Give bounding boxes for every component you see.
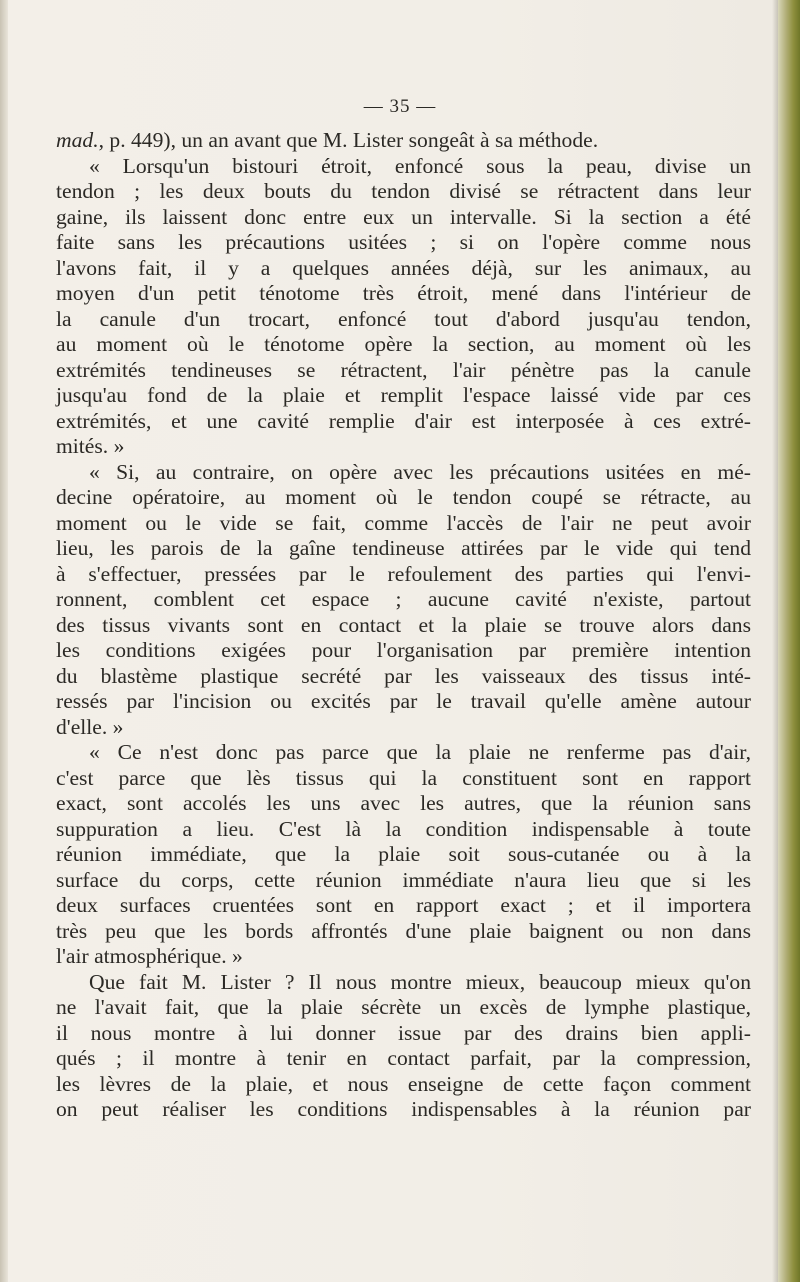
text-line: « Lorsqu'un bistouri étroit, enfoncé sous la peau, divise un: [89, 153, 751, 178]
text-line: l'air atmosphérique. »: [56, 944, 243, 968]
text-line: c'est parce que lès tissus qui la constituent sont en rapport: [56, 765, 751, 790]
text-line: d'elle. »: [56, 714, 124, 739]
text-line: extrémités tendineuses se rétractent, l'air pénètre pas la canule: [56, 357, 751, 382]
text-line: réunion immédiate, que la plaie soit sous-cutanée ou à la: [56, 842, 751, 866]
text-line: les lèvres de la plaie, et nous enseigne de cette façon comment: [56, 1071, 751, 1096]
text-line: ne l'avait fait, que la plaie sécrète un excès de lymphe plastique,: [56, 995, 751, 1019]
text-line: surface du corps, cette réunion immédiate n'aura lieu que si les: [56, 867, 751, 892]
italic-abbreviation: mad.: [56, 128, 99, 152]
text-line: deux surfaces cruentées sont en rapport exact ; et il importera: [56, 893, 751, 917]
text-line: faite sans les précautions usitées ; si on l'opère comme nous: [56, 230, 751, 254]
body-text: [56, 128, 751, 1123]
page-number: — 35 —: [363, 96, 437, 117]
text-line: mités. »: [56, 434, 125, 458]
text-line: la canule d'un trocart, enfoncé tout d'abord jusqu'au tendon,: [56, 306, 751, 331]
text-line: à s'effectuer, pressées par le refoulement des parties qui l'envi-: [56, 561, 751, 586]
text-line: exact, sont accolés les uns avec les autres, que la réunion sans: [56, 791, 751, 815]
binding-gutter: [778, 0, 800, 1282]
text-line: jusqu'au fond de la plaie et remplit l'espace laissé vide par ces: [56, 383, 751, 407]
text-line: du blastème plastique secrété par les vaisseaux des tissus inté-: [56, 663, 751, 688]
text-line: suppuration a lieu. C'est là la condition indispensable à toute: [56, 816, 751, 841]
text-line: Que fait M. Lister ? Il nous montre mieux, beaucoup mieux qu'on: [89, 969, 751, 994]
text-line: on peut réaliser les conditions indispensables à la réunion par: [56, 1097, 751, 1121]
text-line: ressés par l'incision ou excités par le travail qu'elle amène autour: [56, 689, 751, 713]
text-line: « Ce n'est donc pas parce que la plaie ne renferme pas d'air,: [89, 740, 751, 764]
text-line: moyen d'un petit ténotome très étroit, mené dans l'intérieur de: [56, 281, 751, 305]
text-line: tendon ; les deux bouts du tendon divisé se rétractent dans leur: [56, 179, 751, 203]
text-line: moment ou le vide se fait, comme l'accès de l'air ne peut avoir: [56, 510, 751, 535]
text-line: « Si, au contraire, on opère avec les précautions usitées en mé-: [89, 459, 751, 484]
text-line: très peu que les bords affrontés d'une plaie baignent ou non dans: [56, 918, 751, 943]
text-line: les conditions exigées pour l'organisation par première intention: [56, 638, 751, 662]
text-line: lieu, les parois de la gaîne tendineuse attirées par le vide qui tend: [56, 536, 751, 560]
text-line: il nous montre à lui donner issue par des drains bien appli-: [56, 1020, 751, 1045]
text-line: l'avons fait, il y a quelques années déjà, sur les animaux, au: [56, 255, 751, 280]
text-line: decine opératoire, au moment où le tendon coupé se rétracte, au: [56, 485, 751, 509]
text-line: qués ; il montre à tenir en contact parfait, par la compression,: [56, 1046, 751, 1070]
text-line: gaine, ils laissent donc entre eux un intervalle. Si la section a été: [56, 204, 751, 229]
text-line: extrémités, et une cavité remplie d'air est interposée à ces extré-: [56, 408, 751, 433]
text-line: mad., p. 449), un an avant que M. Lister songeât à sa méthode.: [56, 128, 599, 152]
text-line: au moment où le ténotome opère la section, au moment où les: [56, 332, 751, 356]
page-left-edge: [0, 0, 8, 1282]
text-line: des tissus vivants sont en contact et la plaie se trouve alors dans: [56, 612, 751, 637]
text-line: ronnent, comblent cet espace ; aucune cavité n'existe, partout: [56, 587, 751, 611]
